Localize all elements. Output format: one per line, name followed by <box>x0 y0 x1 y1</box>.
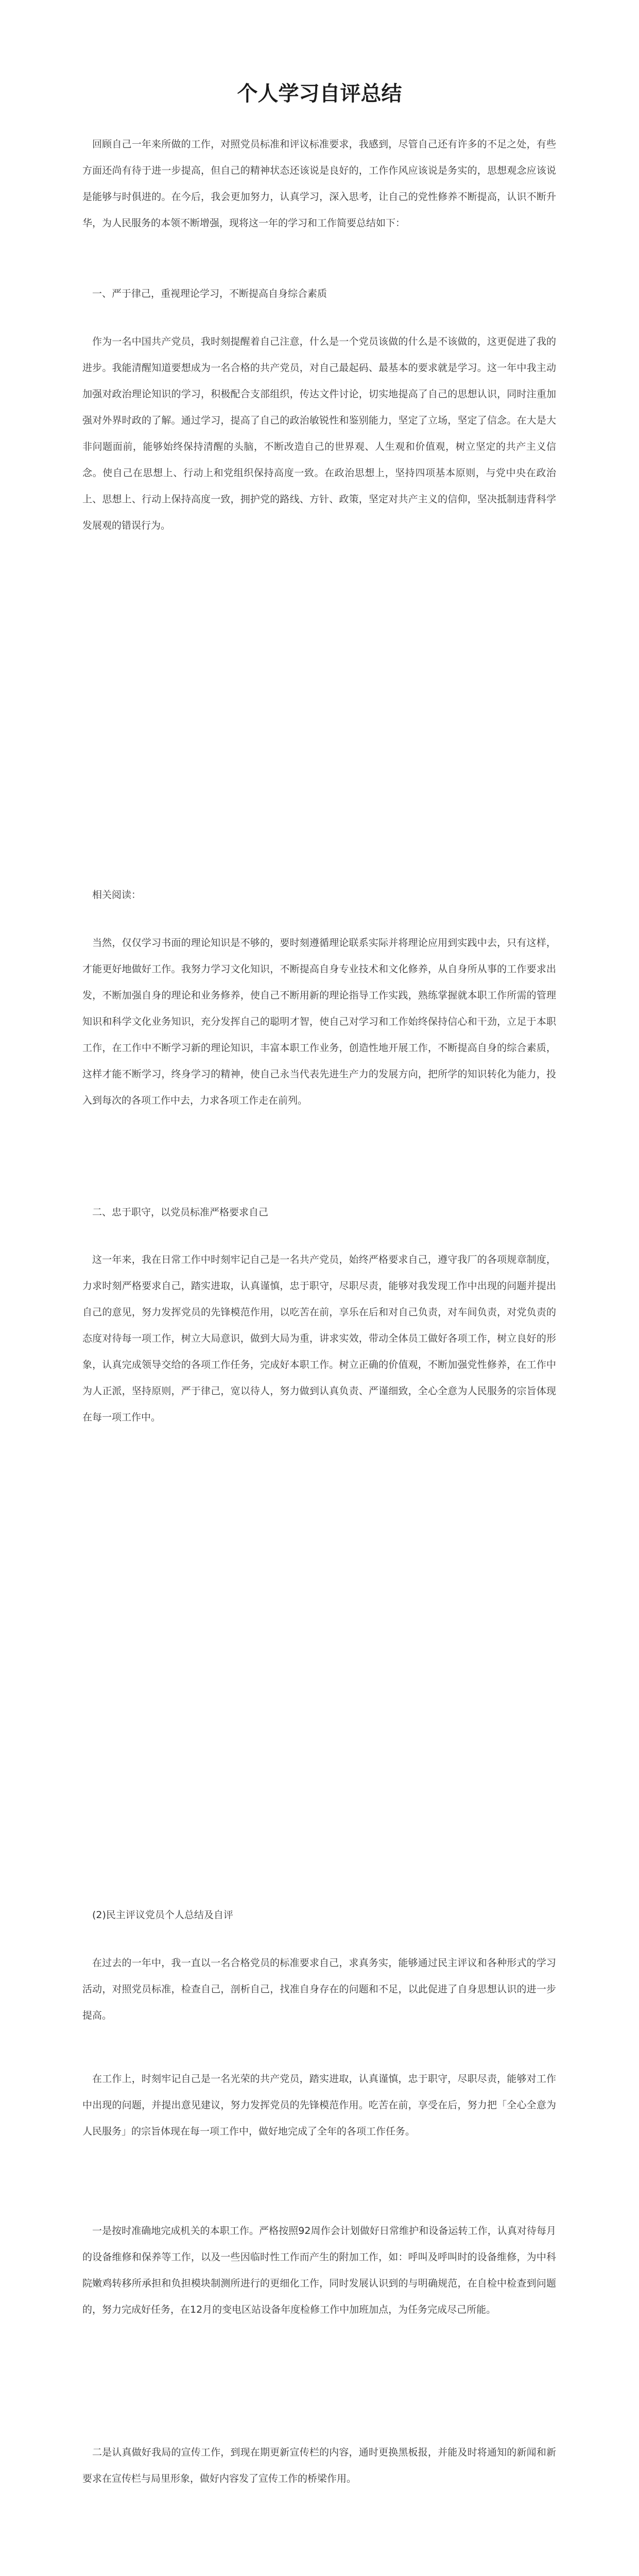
second-point-paragraph: 二是认真做好我局的宣传工作，到现在期更新宣传栏的内容，通时更换黑板报，并能及时将通知的新闻和新要求在宣传栏与局里形象，做好内容发了宣传工作的桥梁作用。 <box>82 2447 556 2484</box>
evaluation-intro-paragraph: 在过去的一年中，我一直以一名合格党员的标准要求自己，求真务实，能够通过民主评议和各种形式的学习活动，对照党员标准，检查自己，剖析自己，找准自身存在的问题和不足，以此促进了自身思想认识的进一步提高。 <box>82 1957 556 2021</box>
section-heading-1: 一、严于律己，重视理论学习，不断提高自身综合素质 <box>92 288 327 299</box>
first-point-paragraph: 一是按时准确地完成机关的本职工作。严格按照92周作会计划做好日常维护和设备运转工作，认真对待每月的设备维修和保养等工作，以及一些因临时性工作而产生的附加工作，如：呼叫及呼叫时的设备维修，为中科院嫩鸡转移所承担和负担模块制测所进行的更细化工作，同时发展认识到的与明确规范，在自检中检查到问题的，努力完成好任务，在12月的变电区站设备年度检修工作中加班加点，为任务完成尽己所能。 <box>82 2225 556 2315</box>
practice-paragraph: 当然，仅仅学习书面的理论知识是不够的，要时刻遵循理论联系实际并将理论应用到实践中去，只有这样，才能更好地做好工作。我努力学习文化知识，不断提高自身专业技术和文化修养，从自身所从事的工作要求出发，不断加强自身的理论和业务修养，使自己不断用新的理论指导工作实践，熟练掌握就本职工作所需的管理知识和科学文化业务知识，充分发挥自己的聪明才智，使自己对学习和工作始终保持信心和干劲，立足于本职工作，在工作中不断学习新的理论知识，丰富本职工作业务，创造性地开展工作，不断提高自身的综合素质，这样才能不断学习，终身学习的精神，使自己永当代表先进生产力的发展方向，把所学的知识转化为能力，投入到每次的各项工作中去，力求各项工作走在前列。 <box>82 937 556 1106</box>
intro-paragraph: 回顾自己一年来所做的工作，对照党员标准和评议标准要求，我感到，尽管自己还有许多的不足之处，有些方面还尚有待于进一步提高，但自己的精神状态还该说是良好的，工作作风应该说是务实的，思想观念应该说是能够与时俱进的。在今后，我会更加努力，认真学习，深入思考，让自己的党性修养不断提高，认识不断升华，为人民服务的本领不断增强，现将这一年的学习和工作简要总结如下： <box>82 139 556 229</box>
evaluation-heading: (2)民主评议党员个人总结及自评 <box>92 1909 233 1921</box>
theory-study-paragraph: 作为一名中国共产党员，我时刻提醒着自己注意，什么是一个党员该做的什么是不该做的，这更促进了我的进步。我能清醒知道要想成为一名合格的共产党员，对自己最起码、最基本的要求就是学习。这一年中我主动加强对政治理论知识的学习，积极配合支部组织，传达文件讨论，切实地提高了自己的思想认识，同时注重加强对外界时政的了解。通过学习，提高了自己的政治敏锐性和鉴别能力，坚定了立场，坚定了信念。在大是大非问题面前，能够始终保持清醒的头脑，不断改造自己的世界观、人生观和价值观，树立坚定的共产主义信念。使自己在思想上、行动上和党组织保持高度一致。在政治思想上，坚持四项基本原则，与党中央在政治上、思想上、行动上保持高度一致，拥护党的路线、方针、政策，坚定对共产主义的信仰，坚决抵制违背科学发展观的错误行为。 <box>82 336 556 531</box>
duty-paragraph: 这一年来，我在日常工作中时刻牢记自己是一名共产党员，始终严格要求自己，遵守我厂的各项规章制度，力求时刻严格要求自己，踏实进取，认真谨慎，忠于职守，尽职尽责，能够对我发现工作中出现的问题并提出自己的意见，努力发挥党员的先锋模范作用，以吃苦在前，享乐在后和对自己负责，对车间负责，对党负责的态度对待每一项工作，树立大局意识，做到大局为重，讲求实效，带动全体员工做好各项工作，树立良好的形象，认真完成领导交给的各项工作任务，完成好本职工作。树立正确的价值观，不断加强党性修养，在工作中为人正派，坚持原则，严于律己，宽以待人，努力做到认真负责、严谨细致，全心全意为人民服务的宗旨体现在每一项工作中。 <box>82 1254 556 1423</box>
document-title: 个人学习自评总结 <box>237 81 402 106</box>
related-reading-heading: 相关阅读： <box>92 889 142 901</box>
work-paragraph: 在工作上，时刻牢记自己是一名光荣的共产党员，踏实进取，认真谨慎，忠于职守，尽职尽责，能够对工作中出现的问题，并提出意见建议，努力发挥党员的先锋模范作用。吃苦在前，享受在后，努力把「全心全意为人民服务」的宗旨体现在每一项工作中，做好地完成了全年的各项工作任务。 <box>82 2073 556 2137</box>
section-heading-2: 二、忠于职守，以党员标准严格要求自己 <box>92 1207 269 1218</box>
